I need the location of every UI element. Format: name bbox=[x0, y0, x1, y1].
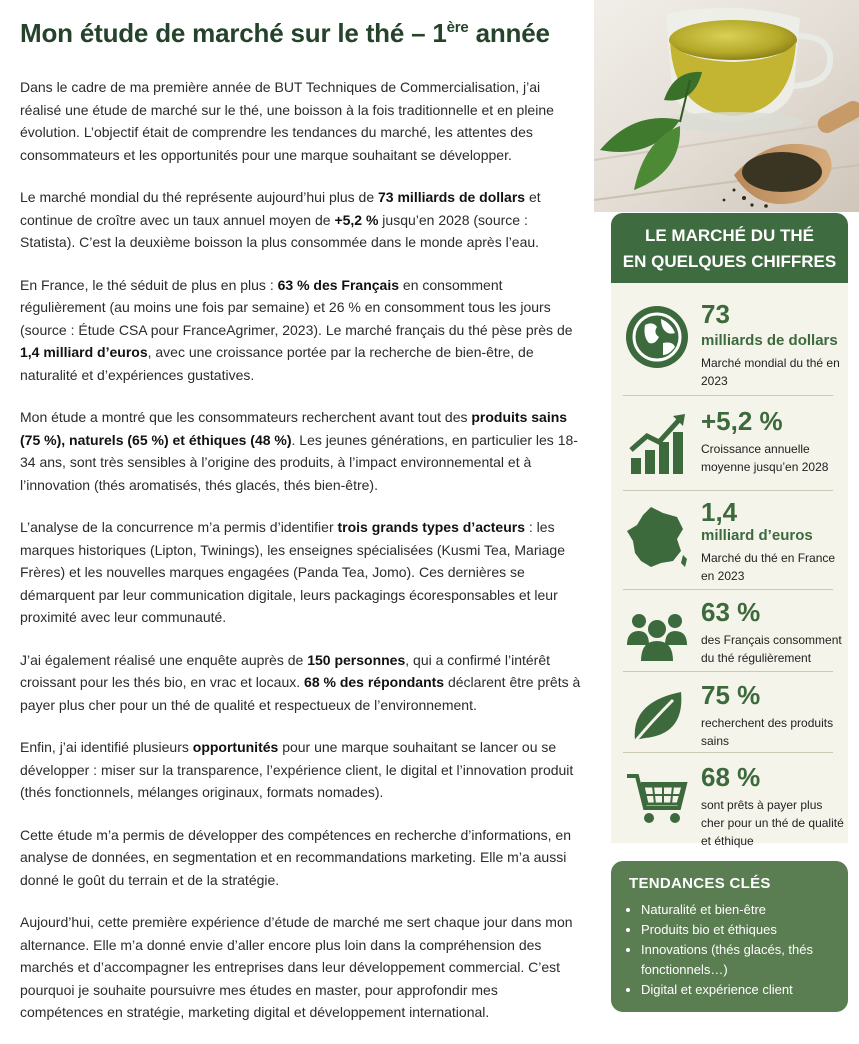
stat-value: 68 % bbox=[701, 762, 761, 792]
stat-divider bbox=[623, 490, 833, 491]
paragraph bbox=[20, 911, 582, 1024]
stat-value: 63 % bbox=[701, 597, 761, 627]
paragraph-text: Mon étude a montré que les consommateurs recherchent avant tout des bbox=[20, 409, 472, 425]
growth-chart-icon bbox=[623, 410, 691, 478]
stat-description: Marché mondial du thé en 2023 bbox=[701, 356, 840, 388]
highlight-text: produits sains (75 %), naturels (65 %) et éthiques (48 %) bbox=[20, 409, 568, 448]
stat-divider bbox=[623, 395, 833, 396]
stat-description: recherchent des produits sains bbox=[701, 716, 834, 748]
highlight-text: +5,2 % bbox=[334, 211, 379, 228]
paragraph-text: J’ai également réalisé une enquête auprès de bbox=[20, 651, 308, 668]
stat-description: des Français consomment du thé régulièrement bbox=[701, 633, 842, 665]
paragraph-text: Le marché mondial du thé représente aujourd’hui plus de bbox=[20, 189, 379, 205]
trend-item: • Produits bio et éthiques bbox=[641, 920, 832, 940]
paragraph-text: et continue de croître avec un taux annuel moyen de bbox=[20, 189, 541, 228]
paragraph-text: déclarent être prêts à payer plus cher pour un thé de qualité et respectueux de l’environnement. bbox=[20, 674, 581, 713]
stat-unit: milliards de dollars bbox=[701, 332, 838, 349]
paragraph-text: Cette étude m’a permis de développer des compétences en recherche d’informations, en analyse de données, en segmentation et en recommandations marketing. Elle m’a aussi donné le goût du terrain et de la stratégie. bbox=[20, 826, 571, 888]
trends-list bbox=[627, 900, 832, 1000]
stat-unit: milliard d’euros bbox=[701, 527, 813, 544]
paragraph-text: Dans le cadre de ma première année de BUT Techniques de Commercialisation, j’ai réalisé une étude de marché sur le thé, une boisson à la fois traditionnelle et en pleine évolution. L’objectif était de comprendre les tendances du marché, les attentes des consommateurs et les opportunités pour une marque souhaitant se développer. bbox=[20, 79, 554, 163]
stat-description: Croissance annuelle moyenne jusqu’en 2028 bbox=[701, 442, 829, 474]
paragraph-text: : les marques historiques (Lipton, Twinings), les enseignes spécialisées (Kusmi Tea, Mariage Frères) et les nouvelles marques engagées (Panda Tea, Jomo). Ces dernières se démarquent par leur communication digitale, leurs packagings écoresponsables et leur proximité avec leur communauté. bbox=[20, 519, 565, 625]
panel-header bbox=[611, 213, 848, 285]
highlight-text: trois grands types d’acteurs bbox=[337, 519, 526, 535]
paragraph-text: , avec une croissance portée par la recherche de bien-être, de naturalité et d’expériences gustatives. bbox=[20, 344, 534, 383]
trend-item: • Innovations (thés glacés, thés fonctionnels…) bbox=[641, 940, 832, 980]
trend-item: • Naturalité et bien-être bbox=[641, 900, 832, 920]
paragraph bbox=[20, 186, 582, 254]
highlight-text: 73 milliards de dollars bbox=[378, 189, 526, 205]
trend-item: • Digital et expérience client bbox=[641, 980, 832, 1000]
paragraph bbox=[20, 406, 582, 496]
key-trends-box bbox=[611, 861, 848, 1012]
highlight-text: 150 personnes bbox=[307, 651, 406, 668]
stat-value: 75 % bbox=[701, 680, 761, 710]
tea-cup-photo bbox=[594, 0, 859, 212]
stat-divider bbox=[623, 671, 833, 672]
panel-title-line2: EN QUELQUES CHIFFRES bbox=[622, 252, 837, 271]
paragraph-text: L’analyse de la concurrence m’a permis d’identifier bbox=[20, 519, 338, 535]
article-body bbox=[20, 76, 582, 1044]
stat-value: +5,2 % bbox=[701, 406, 783, 436]
stat-value: 1,4 bbox=[701, 497, 738, 527]
paragraph-text: , qui a confirmé l’intérêt croissant pour les thés bio, en vrac et locaux. bbox=[20, 651, 550, 690]
paragraph-text: . Les jeunes générations, en particulier les 18-34 ans, sont très sensibles à l’origine des produits, à l’impact environnemental et à l’innovation (thés aromatisés, thés glacés, thés bien-être). bbox=[20, 431, 578, 493]
stat-description: Marché du thé en France en 2023 bbox=[701, 551, 836, 583]
paragraph-text: En France, le thé séduit de plus en plus : bbox=[20, 276, 278, 293]
highlight-text: 68 % des répondants bbox=[304, 674, 445, 690]
paragraph bbox=[20, 649, 582, 717]
paragraph-text: jusqu’en 2028 (source : Statista). C’est la deuxième boisson la plus consommée dans le monde après l’eau. bbox=[20, 211, 540, 250]
paragraph-text: en consomment régulièrement (au moins une fois par semaine) et 26 % en consomment tous les jours (source : Étude CSA pour FranceAgrimer, 2023). Le marché français du thé pèse près de bbox=[20, 276, 573, 338]
highlight-text: 1,4 milliard d’euros bbox=[20, 344, 148, 360]
stat-divider bbox=[623, 752, 833, 753]
stat-value: 73 bbox=[701, 299, 730, 329]
shopping-cart-icon bbox=[623, 764, 691, 832]
highlight-text: opportunités bbox=[192, 739, 279, 755]
paragraph-text: pour une marque souhaitant se lancer ou se développer : miser sur la transparence, l’expérience client, le digital et l’innovation produit (thés fonctionnels, mélanges originaux, formats nomades). bbox=[20, 739, 574, 800]
people-icon bbox=[623, 599, 691, 667]
paragraph bbox=[20, 824, 582, 892]
trends-title: TENDANCES CLÉS bbox=[629, 875, 771, 892]
paragraph-text: Enfin, j’ai identifié plusieurs bbox=[20, 739, 193, 755]
paragraph-text: Aujourd’hui, cette première expérience d’étude de marché me sert chaque jour dans mon alternance. Elle m’a donné envie d’aller encore plus loin dans la compréhension des marchés et d’accompagner les entreprises dans leur développement commercial. C’est pourquoi je souhaite poursuivre mes études en master, pour approfondir mes compétences en stratégie, marketing digital et développement international. bbox=[20, 914, 573, 1020]
panel-title-line1: LE MARCHÉ DU THÉ bbox=[644, 226, 815, 245]
france-map-icon bbox=[623, 503, 691, 571]
paragraph bbox=[20, 274, 582, 387]
globe-icon bbox=[623, 303, 691, 371]
paragraph bbox=[20, 736, 582, 804]
highlight-text: 63 % des Français bbox=[277, 276, 400, 293]
paragraph bbox=[20, 76, 582, 166]
paragraph bbox=[20, 516, 582, 629]
page-title: Mon étude de marché sur le thé – 1ère année bbox=[20, 18, 550, 48]
stat-divider bbox=[623, 589, 833, 590]
stat-description: sont prêts à payer plus cher pour un thé de qualité et éthique bbox=[701, 798, 844, 848]
leaf-icon bbox=[623, 682, 691, 750]
